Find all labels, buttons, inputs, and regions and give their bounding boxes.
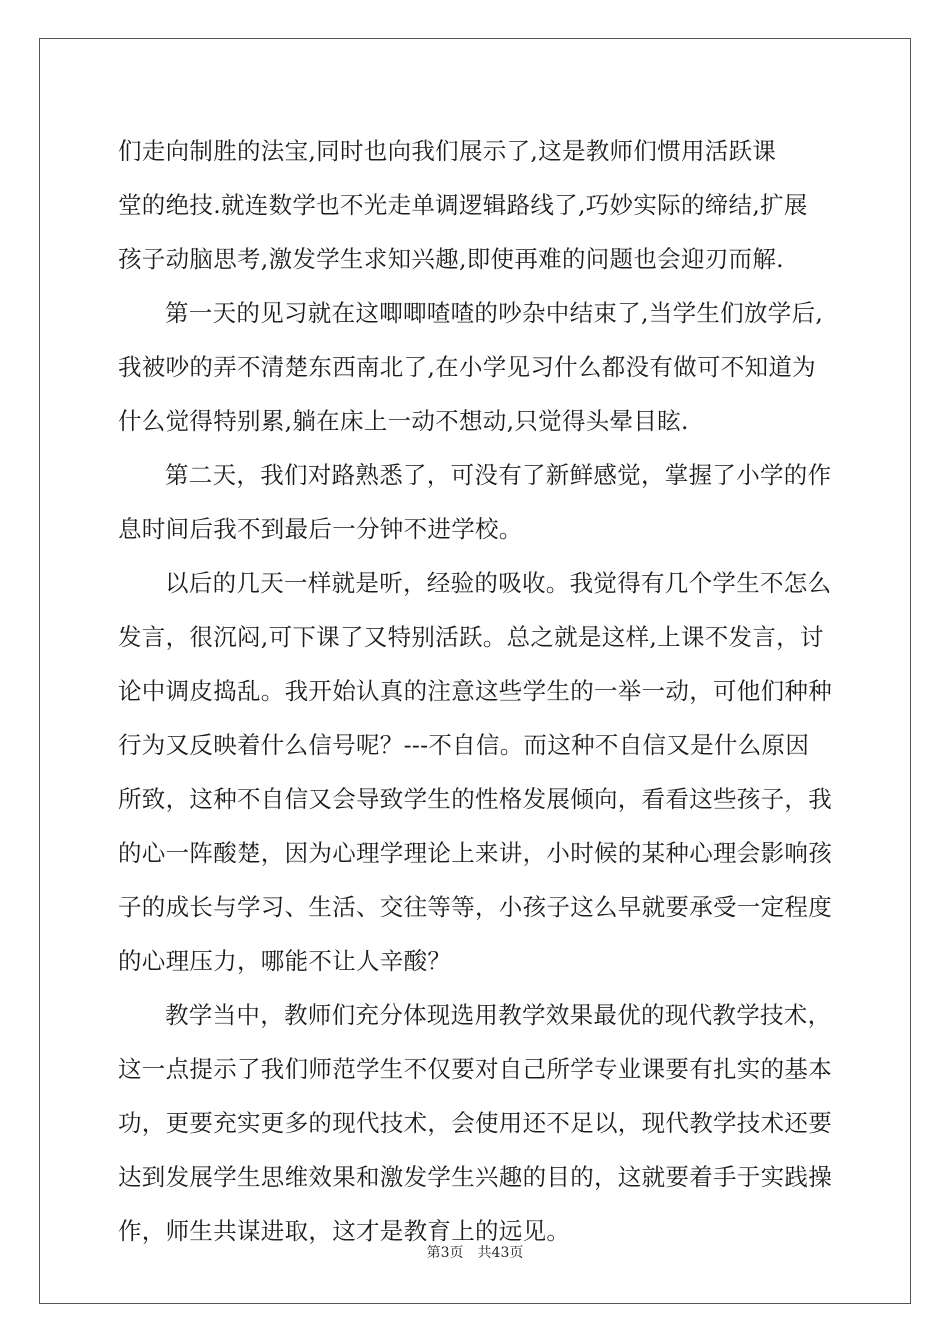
text-line: 第二天，我们对路熟悉了，可没有了新鲜感觉，掌握了小学的作 bbox=[165, 461, 832, 489]
text-line: 发言，很沉闷,可下课了又特别活跃。总之就是这样,上课不发言，讨 bbox=[118, 623, 824, 651]
text-line: 我被吵的弄不清楚东西南北了,在小学见习什么都没有做可不知道为 bbox=[118, 353, 816, 381]
text-line: 什么觉得特别累,躺在床上一动不想动,只觉得头晕目眩. bbox=[118, 407, 689, 435]
text-line: 孩子动脑思考,激发学生求知兴趣,即使再难的问题也会迎刃而解. bbox=[118, 245, 784, 273]
page-number: 第3页 bbox=[426, 1245, 464, 1261]
text-line: 作，师生共谋进取，这才是教育上的远见。 bbox=[118, 1217, 571, 1245]
text-line: 以后的几天一样就是听，经验的吸收。我觉得有几个学生不怎么 bbox=[165, 569, 832, 597]
text-line: 所致，这种不自信又会导致学生的性格发展倾向，看看这些孩子，我 bbox=[118, 785, 832, 813]
text-line: 们走向制胜的法宝,同时也向我们展示了,这是教师们惯用活跃课 bbox=[118, 137, 777, 165]
paragraph-5 bbox=[118, 988, 834, 1258]
text-line: 论中调皮捣乱。我开始认真的注意这些学生的一举一动，可他们种种 bbox=[118, 677, 832, 705]
total-pages: 共43页 bbox=[477, 1245, 524, 1261]
paragraph-1 bbox=[118, 124, 834, 286]
text-line: 教学当中，教师们充分体现选用教学效果最优的现代教学技术， bbox=[165, 1001, 832, 1029]
text-line: 这一点提示了我们师范学生不仅要对自己所学专业课要有扎实的基本 bbox=[118, 1055, 832, 1083]
text-line: 功，更要充实更多的现代技术，会使用还不足以，现代教学技术还要 bbox=[118, 1109, 832, 1137]
text-line: 行为又反映着什么信号呢？---不自信。而这种不自信又是什么原因 bbox=[118, 731, 810, 759]
text-line: 达到发展学生思维效果和激发学生兴趣的目的，这就要着手于实践操 bbox=[118, 1163, 832, 1191]
page-footer bbox=[0, 1243, 950, 1263]
document-body bbox=[118, 124, 834, 1258]
paragraph-4 bbox=[118, 556, 834, 988]
text-line: 第一天的见习就在这唧唧喳喳的吵杂中结束了,当学生们放学后, bbox=[165, 299, 824, 327]
text-line: 子的成长与学习、生活、交往等等，小孩子这么早就要承受一定程度 bbox=[118, 893, 832, 921]
paragraph-2 bbox=[118, 286, 834, 448]
text-line: 堂的绝技.就连数学也不光走单调逻辑路线了,巧妙实际的缔结,扩展 bbox=[118, 191, 808, 219]
text-line: 的心理压力，哪能不让人辛酸？ bbox=[118, 947, 452, 975]
text-line: 的心一阵酸楚，因为心理学理论上来讲，小时候的某种心理会影响孩 bbox=[118, 839, 832, 867]
text-line: 息时间后我不到最后一分钟不进学校。 bbox=[118, 515, 523, 543]
paragraph-3 bbox=[118, 448, 834, 556]
